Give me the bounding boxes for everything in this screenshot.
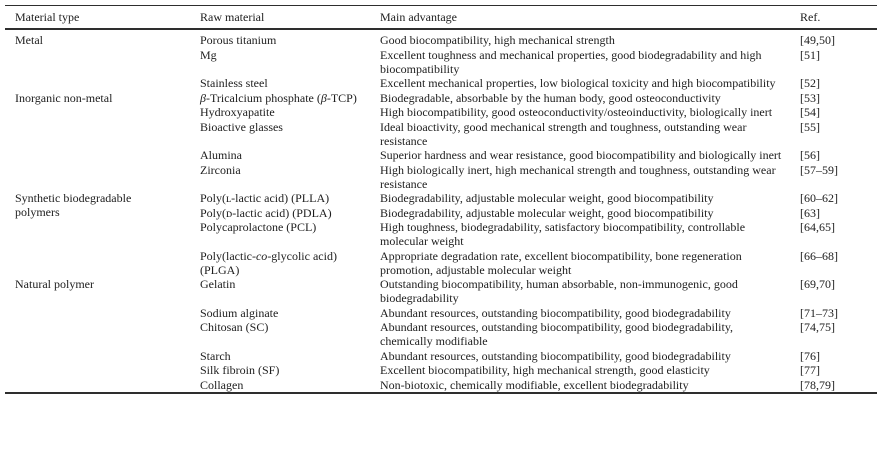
table-header	[5, 6, 877, 30]
ref-cell: [74,75]	[800, 320, 835, 334]
ref-cell: [56]	[800, 148, 820, 162]
raw-material-cell: Alumina	[200, 148, 242, 162]
material-type-cell: Synthetic biodegradable polymers	[15, 191, 132, 219]
ref-cell: [53]	[800, 90, 820, 105]
advantage-cell: High toughness, biodegradability, satisfactory biocompatibility, controllable molecular weight	[380, 220, 746, 248]
advantage-cell: Biodegradability, adjustable molecular weight, good biocompatibility	[380, 205, 714, 220]
raw-material-cell: Silk fibroin (SF)	[200, 363, 280, 377]
ref-cell: [66–68]	[800, 248, 838, 263]
col-header-material-type: Material type	[5, 6, 190, 30]
materials-table	[5, 5, 877, 394]
advantage-cell: High biocompatibility, good osteoconductivity/osteoinductivity, biologically inert	[380, 105, 773, 119]
ref-cell: [63]	[800, 205, 820, 220]
table-row	[5, 191, 877, 206]
ref-cell: [71–73]	[800, 305, 838, 320]
raw-material-cell: Polycaprolactone (PCL)	[200, 220, 317, 234]
advantage-cell: Appropriate degradation rate, excellent biocompatibility, bone regeneration promotion, adjustable molecular weight	[380, 248, 742, 277]
ref-cell: [57–59]	[800, 162, 838, 177]
raw-material-cell: Poly(lactic-co-glycolic acid) (PLGA)	[200, 248, 337, 277]
raw-material-cell: Chitosan (SC)	[200, 320, 269, 334]
col-header-raw-material: Raw material	[190, 6, 370, 30]
table-row	[5, 277, 877, 306]
ref-cell: [51]	[800, 47, 820, 62]
advantage-cell: Excellent toughness and mechanical properties, good biodegradability and high biocompatibility	[380, 47, 762, 76]
advantage-cell: High biologically inert, high mechanical strength and toughness, outstanding wear resistance	[380, 162, 776, 191]
raw-material-cell: Stainless steel	[200, 76, 268, 90]
material-type-cell: Metal	[15, 33, 43, 47]
advantage-cell: Good biocompatibility, high mechanical strength	[380, 33, 615, 47]
ref-cell: [52]	[800, 76, 820, 90]
advantage-cell: Outstanding biocompatibility, human absorbable, non-immunogenic, good biodegradability	[380, 277, 738, 305]
paper-table-region	[5, 5, 877, 394]
advantage-cell: Biodegradable, absorbable by the human body, good osteoconductivity	[380, 90, 721, 105]
advantage-cell: Biodegradability, adjustable molecular weight, good biocompatibility	[380, 191, 714, 205]
table-row	[5, 29, 877, 47]
material-type-cell: Inorganic non-metal	[15, 90, 113, 105]
ref-cell: [69,70]	[800, 277, 835, 291]
header-row	[5, 6, 877, 30]
table-body	[5, 29, 877, 393]
ref-cell: [77]	[800, 363, 820, 377]
advantage-cell: Excellent biocompatibility, high mechanical strength, good elasticity	[380, 363, 710, 377]
raw-material-cell: Bioactive glasses	[200, 119, 283, 134]
ref-cell: [60–62]	[800, 191, 838, 205]
advantage-cell: Ideal bioactivity, good mechanical strength and toughness, outstanding wear resistance	[380, 119, 747, 148]
ref-cell: [64,65]	[800, 220, 835, 234]
material-type-cell: Natural polymer	[15, 277, 94, 291]
ref-cell: [49,50]	[800, 33, 835, 47]
col-header-main-advantage: Main advantage	[370, 6, 793, 30]
ref-cell: [54]	[800, 105, 820, 119]
ref-cell: [78,79]	[800, 377, 835, 392]
advantage-cell: Abundant resources, outstanding biocompatibility, good biodegradability	[380, 305, 731, 320]
advantage-cell: Abundant resources, outstanding biocompatibility, good biodegradability	[380, 348, 731, 363]
table-row	[5, 90, 877, 105]
advantage-cell: Superior hardness and wear resistance, good biocompatibility and biologically inert	[380, 148, 782, 162]
raw-material-cell: Porous titanium	[200, 33, 277, 47]
raw-material-cell: β-Tricalcium phosphate (β-TCP)	[200, 90, 357, 105]
ref-cell: [55]	[800, 119, 820, 134]
raw-material-cell: Hydroxyapatite	[200, 105, 275, 119]
raw-material-cell: Starch	[200, 348, 231, 363]
raw-material-cell: Mg	[200, 47, 217, 62]
advantage-cell: Abundant resources, outstanding biocompatibility, good biodegradability, chemically modifiable	[380, 320, 734, 348]
ref-cell: [76]	[800, 348, 820, 363]
raw-material-cell: Poly(ʟ-lactic acid) (PLLA)	[200, 191, 330, 205]
raw-material-cell: Poly(ᴅ-lactic acid) (PDLA)	[200, 205, 332, 220]
advantage-cell: Non-biotoxic, chemically modifiable, excellent biodegradability	[380, 377, 689, 392]
raw-material-cell: Collagen	[200, 377, 244, 392]
raw-material-cell: Sodium alginate	[200, 305, 279, 320]
col-header-ref: Ref.	[793, 6, 877, 30]
advantage-cell: Excellent mechanical properties, low biological toxicity and high biocompatibility	[380, 76, 776, 90]
raw-material-cell: Zirconia	[200, 162, 241, 177]
raw-material-cell: Gelatin	[200, 277, 236, 291]
